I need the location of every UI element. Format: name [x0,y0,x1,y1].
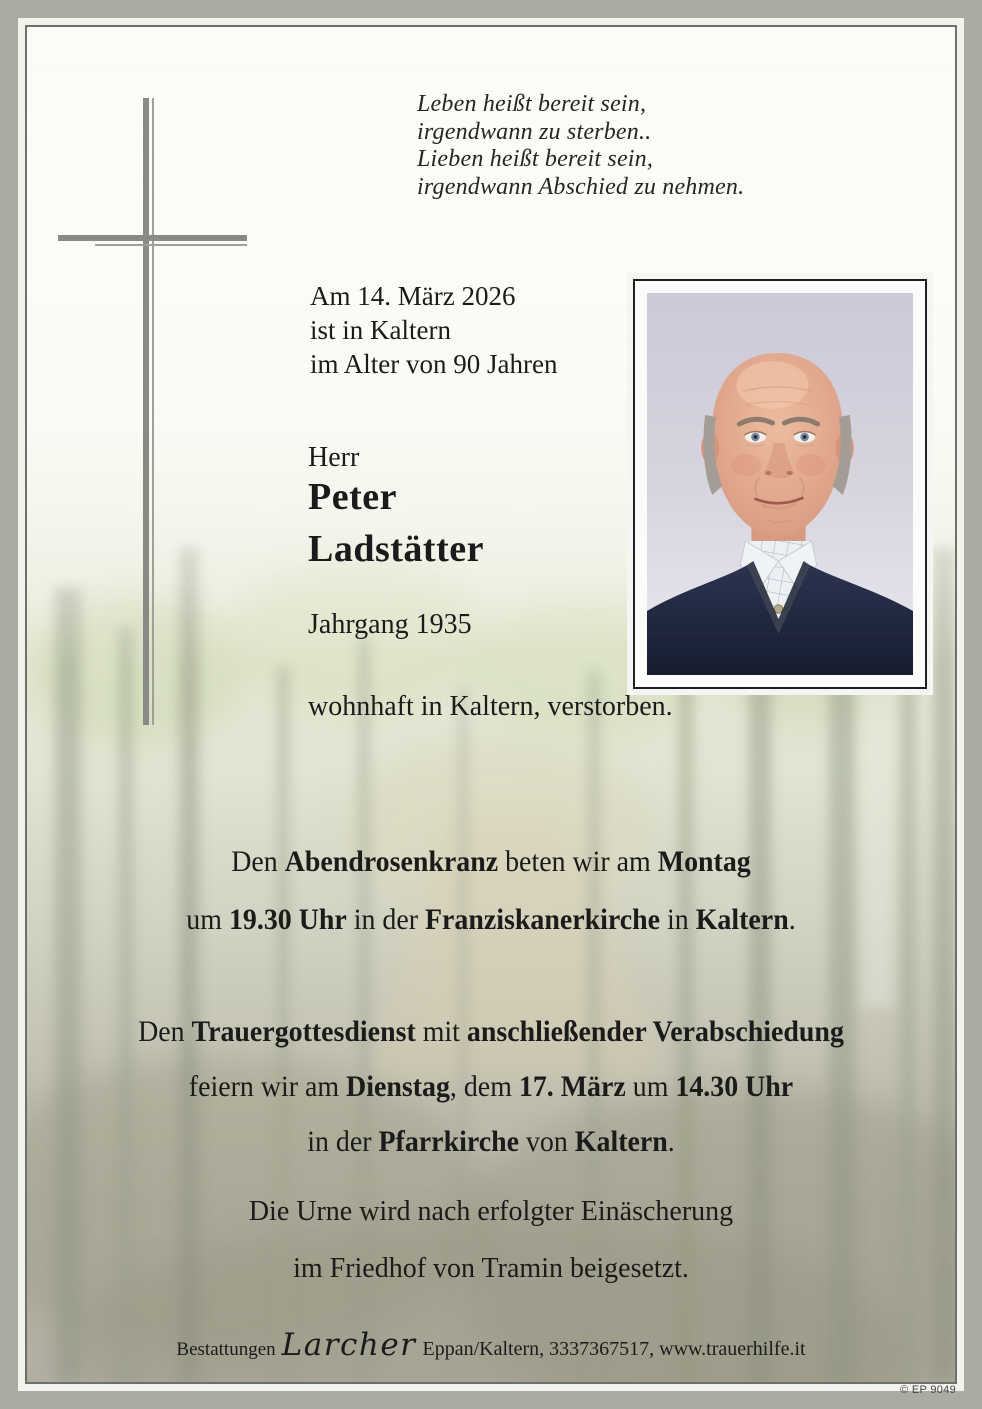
funeral-paragraph [27,1004,955,1169]
salutation: Herr [308,442,360,473]
card-content [27,27,955,1382]
memorial-verse: Leben heißt bereit sein, irgendwann zu sterben.. Lieben heißt bereit sein, irgendwann Abschied zu nehmen. [417,91,745,200]
rosary-line-1: Den Abendrosenkranz beten wir am Montag [231,845,751,878]
last-name: Ladstätter [308,528,484,570]
residence-line: wohnhaft in Kaltern, verstorben. [308,691,673,722]
urn-paragraph: Die Urne wird nach erfolgter Einäscherung im Friedhof von Tramin beigesetzt. [248,1196,734,1284]
funeral-line-3: in der Pfarrkirche von Kaltern. [307,1125,675,1158]
first-name: Peter [308,476,397,518]
card [25,25,957,1384]
cross-vertical-accent-line [152,98,154,725]
portrait-photo [647,293,913,675]
funeral-home-footer: Bestattungen Larcher Eppan/Kaltern, 3337367517, www.trauerhilfe.it [176,1327,806,1363]
card-outer-frame [18,18,964,1391]
rosary-line-2: um 19.30 Uhr in der Franziskanerkirche in Kaltern. [186,903,796,936]
portrait-photo-frame [633,279,927,689]
funeral-line-1: Den Trauergottesdienst mit anschließender Verabschiedung [138,1015,844,1048]
cross-horizontal-accent-line [95,244,247,246]
print-code: © EP 9049 [900,1384,956,1396]
funeral-line-2: feiern wir am Dienstag, dem 17. März um 14.30 Uhr [188,1070,794,1103]
birth-year: Jahrgang 1935 [308,609,472,640]
rosary-paragraph [27,833,955,949]
cross-vertical-bar [143,98,149,725]
death-date-place: Am 14. März 2026 ist in Kaltern im Alter von 90 Jahren [310,281,558,379]
cross-horizontal-bar [58,235,247,241]
